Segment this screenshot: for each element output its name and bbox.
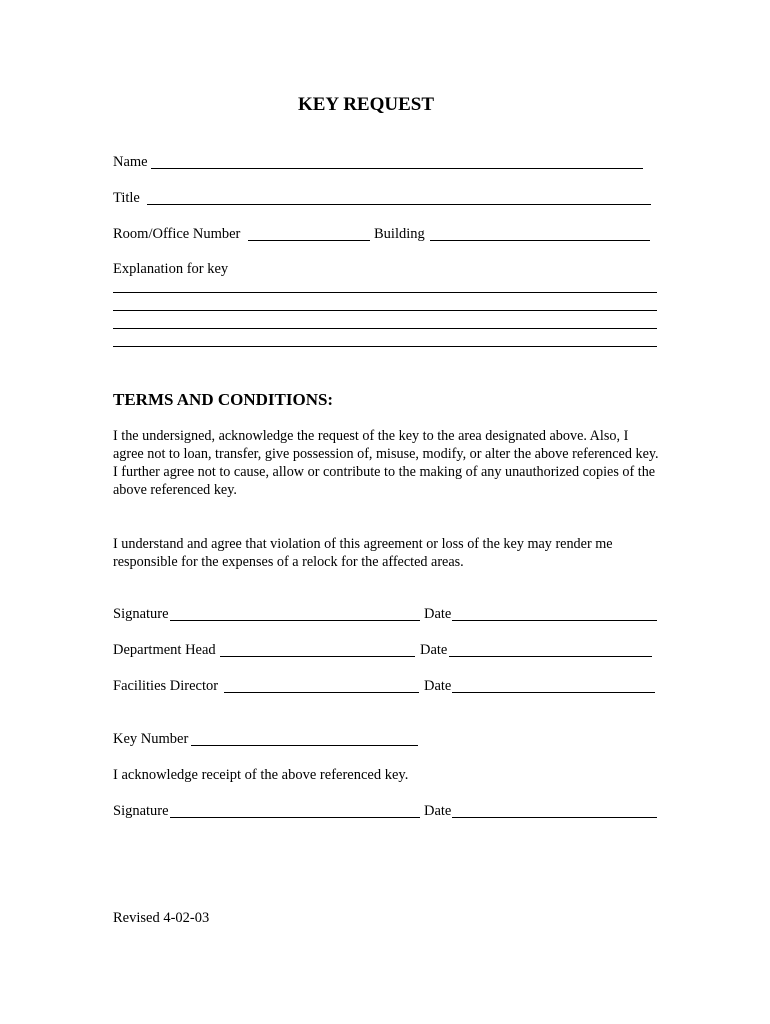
room-office-label: Room/Office Number bbox=[113, 226, 241, 242]
terms-paragraph-2: I understand and agree that violation of this agreement or loss of the key may render me responsible for the expenses of a relock for the affected areas. bbox=[113, 536, 613, 570]
explanation-line-4[interactable] bbox=[113, 346, 657, 347]
building-label: Building bbox=[374, 226, 425, 242]
facilities-director-date-label: Date bbox=[424, 678, 452, 694]
key-number-label: Key Number bbox=[113, 731, 189, 747]
department-head-field[interactable] bbox=[220, 656, 415, 657]
explanation-line-2[interactable] bbox=[113, 310, 657, 311]
department-head-label: Department Head bbox=[113, 642, 216, 658]
explanation-line-1[interactable] bbox=[113, 292, 657, 293]
signature-label: Signature bbox=[113, 606, 169, 622]
signature-field[interactable] bbox=[170, 620, 420, 621]
acknowledge-text: I acknowledge receipt of the above referenced key. bbox=[113, 767, 409, 783]
title-field[interactable] bbox=[147, 204, 651, 205]
form-title: KEY REQUEST bbox=[297, 94, 435, 115]
title-label: Title bbox=[113, 190, 140, 206]
facilities-director-label: Facilities Director bbox=[113, 678, 219, 694]
signature-date-field[interactable] bbox=[452, 620, 657, 621]
name-field[interactable] bbox=[151, 168, 643, 169]
room-office-field[interactable] bbox=[248, 240, 370, 241]
name-label: Name bbox=[113, 154, 148, 170]
key-number-field[interactable] bbox=[191, 745, 418, 746]
explanation-line-3[interactable] bbox=[113, 328, 657, 329]
receipt-date-label: Date bbox=[424, 803, 452, 819]
signature-date-label: Date bbox=[424, 606, 452, 622]
building-field[interactable] bbox=[430, 240, 650, 241]
facilities-director-date-field[interactable] bbox=[452, 692, 655, 693]
terms-paragraph-1: I the undersigned, acknowledge the request of the key to the area designated above. Also, I agree not to loan, transfer, give possession of, misuse, modify, or alter the above referenced key. I further agree not to cause, allow or contribute to the making of any unauthorized copies of the above referenced key. bbox=[113, 428, 659, 498]
department-head-date-field[interactable] bbox=[449, 656, 652, 657]
department-head-date-label: Date bbox=[420, 642, 448, 658]
receipt-signature-field[interactable] bbox=[170, 817, 420, 818]
explanation-label: Explanation for key bbox=[113, 261, 229, 277]
terms-heading: TERMS AND CONDITIONS: bbox=[113, 390, 334, 409]
receipt-signature-label: Signature bbox=[113, 803, 169, 819]
revision-note: Revised 4-02-03 bbox=[113, 910, 210, 926]
receipt-date-field[interactable] bbox=[452, 817, 657, 818]
facilities-director-field[interactable] bbox=[224, 692, 419, 693]
